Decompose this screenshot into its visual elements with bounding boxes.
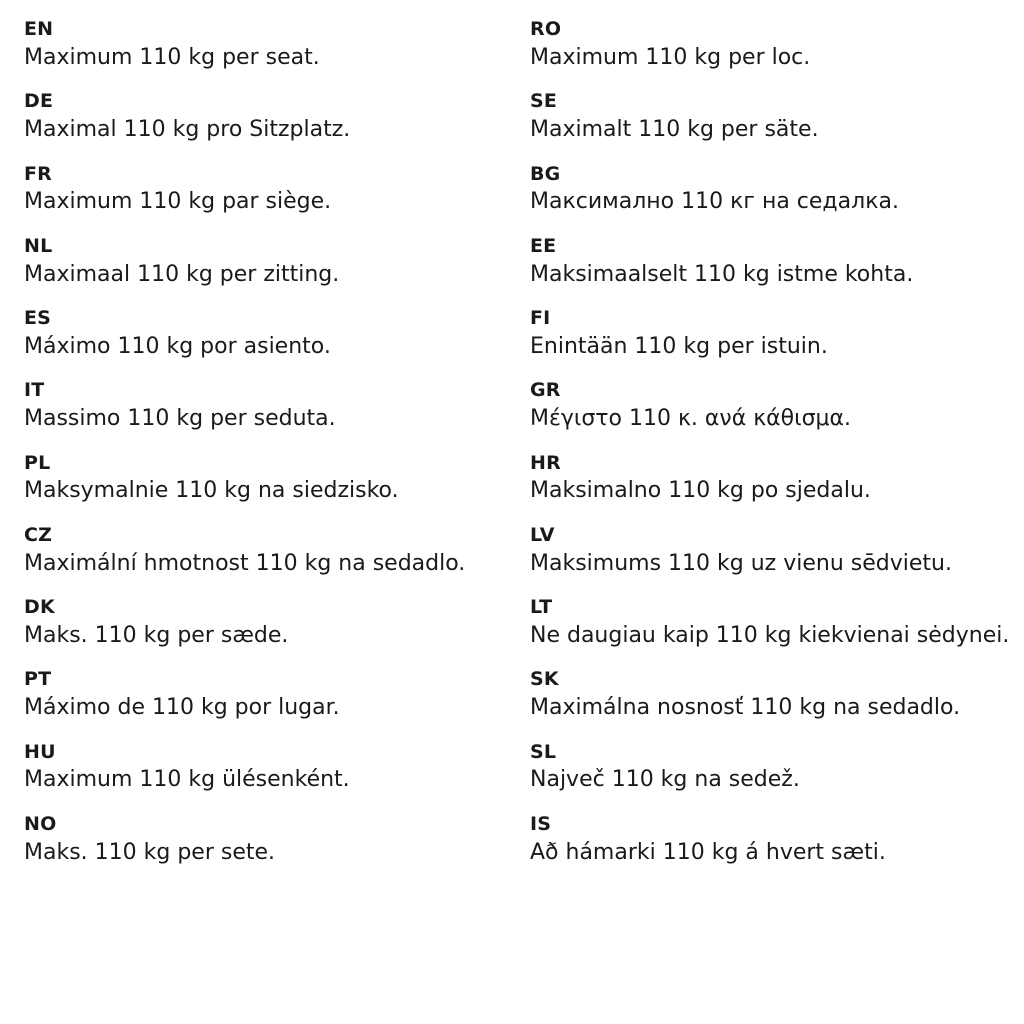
language-entry [530,596,1010,649]
language-code: RO [530,18,562,40]
language-code: PT [24,668,52,691]
language-entry [24,741,496,794]
language-entry [530,163,1000,216]
language-entry [24,668,496,721]
language-code: LV [530,523,555,546]
language-text: Μέγιστο 110 κ. ανά κάθισμα. [530,406,852,431]
language-entry [24,307,496,360]
language-text: Máximo de 110 kg por lugar. [24,695,340,720]
right-column [512,18,1010,866]
language-text: Ne daugiau kaip 110 kg kiekvienai sėdynei. [530,622,1010,648]
language-code: ES [24,307,52,329]
language-text: Maks. 110 kg per sete. [24,839,276,865]
language-text: Maximum 110 kg ülésenként. [24,767,350,793]
language-code: FR [24,162,53,185]
language-entry [24,813,496,866]
language-code: EE [530,234,557,257]
language-text: Maksimaalselt 110 kg istme kohta. [530,261,914,287]
language-code: SK [530,668,559,691]
language-text: Največ 110 kg na sedež. [530,767,800,793]
language-text: Maximalt 110 kg per säte. [530,117,819,142]
language-code: SL [530,740,557,763]
language-entry [24,235,496,288]
language-text: Maximum 110 kg per seat. [24,44,320,70]
language-text: Maximal 110 kg pro Sitzplatz. [24,117,351,142]
language-entry [530,813,1000,866]
language-code: HU [24,740,56,763]
language-text: Maximální hmotnost 110 kg na sedadlo. [24,550,466,576]
language-entry [24,90,496,143]
language-entry [24,452,496,505]
language-entry [530,90,1000,143]
language-code: GR [530,379,561,402]
language-text: Maximaal 110 kg per zitting. [24,261,340,287]
language-code: HR [530,451,561,474]
language-code: FI [530,307,551,329]
language-code: IT [24,379,45,402]
language-code: SE [530,90,558,113]
language-text: Maximálna nosnosť 110 kg na sedadlo. [530,695,961,720]
language-text: Maximum 110 kg per loc. [530,44,811,70]
language-text: Максимално 110 кг на седалка. [530,189,899,215]
language-entry [530,452,1000,505]
language-entry [24,379,496,432]
language-code: NL [24,234,53,257]
language-entry [24,596,496,649]
language-text: Maximum 110 kg par siège. [24,189,332,215]
language-text: Maksymalnie 110 kg na siedzisko. [24,478,399,504]
language-code: EN [24,18,54,40]
language-entry [530,235,1000,288]
language-entry [530,307,1000,360]
language-text: Massimo 110 kg per seduta. [24,406,336,431]
left-column [24,18,512,866]
language-entry [530,741,1000,794]
language-entry [530,524,1000,577]
language-code: DE [24,90,54,113]
language-entry [24,163,496,216]
language-code: CZ [24,523,53,546]
language-entry [530,379,1000,432]
language-entry [24,524,496,577]
language-code: PL [24,451,51,474]
language-entry [24,18,496,71]
language-code: DK [24,596,55,618]
language-code: NO [24,812,57,835]
language-text: Maksimums 110 kg uz vienu sēdvietu. [530,550,952,576]
language-code: IS [530,812,552,835]
language-text: Maksimalno 110 kg po sjedalu. [530,478,871,504]
language-text: Máximo 110 kg por asiento. [24,333,331,359]
language-text: Að hámarki 110 kg á hvert sæti. [530,839,886,865]
language-code: BG [530,162,561,185]
language-code: LT [530,596,553,618]
language-text: Maks. 110 kg per sæde. [24,622,289,648]
language-entry [530,18,1000,71]
language-entry [530,668,1000,721]
language-text: Enintään 110 kg per istuin. [530,333,828,359]
